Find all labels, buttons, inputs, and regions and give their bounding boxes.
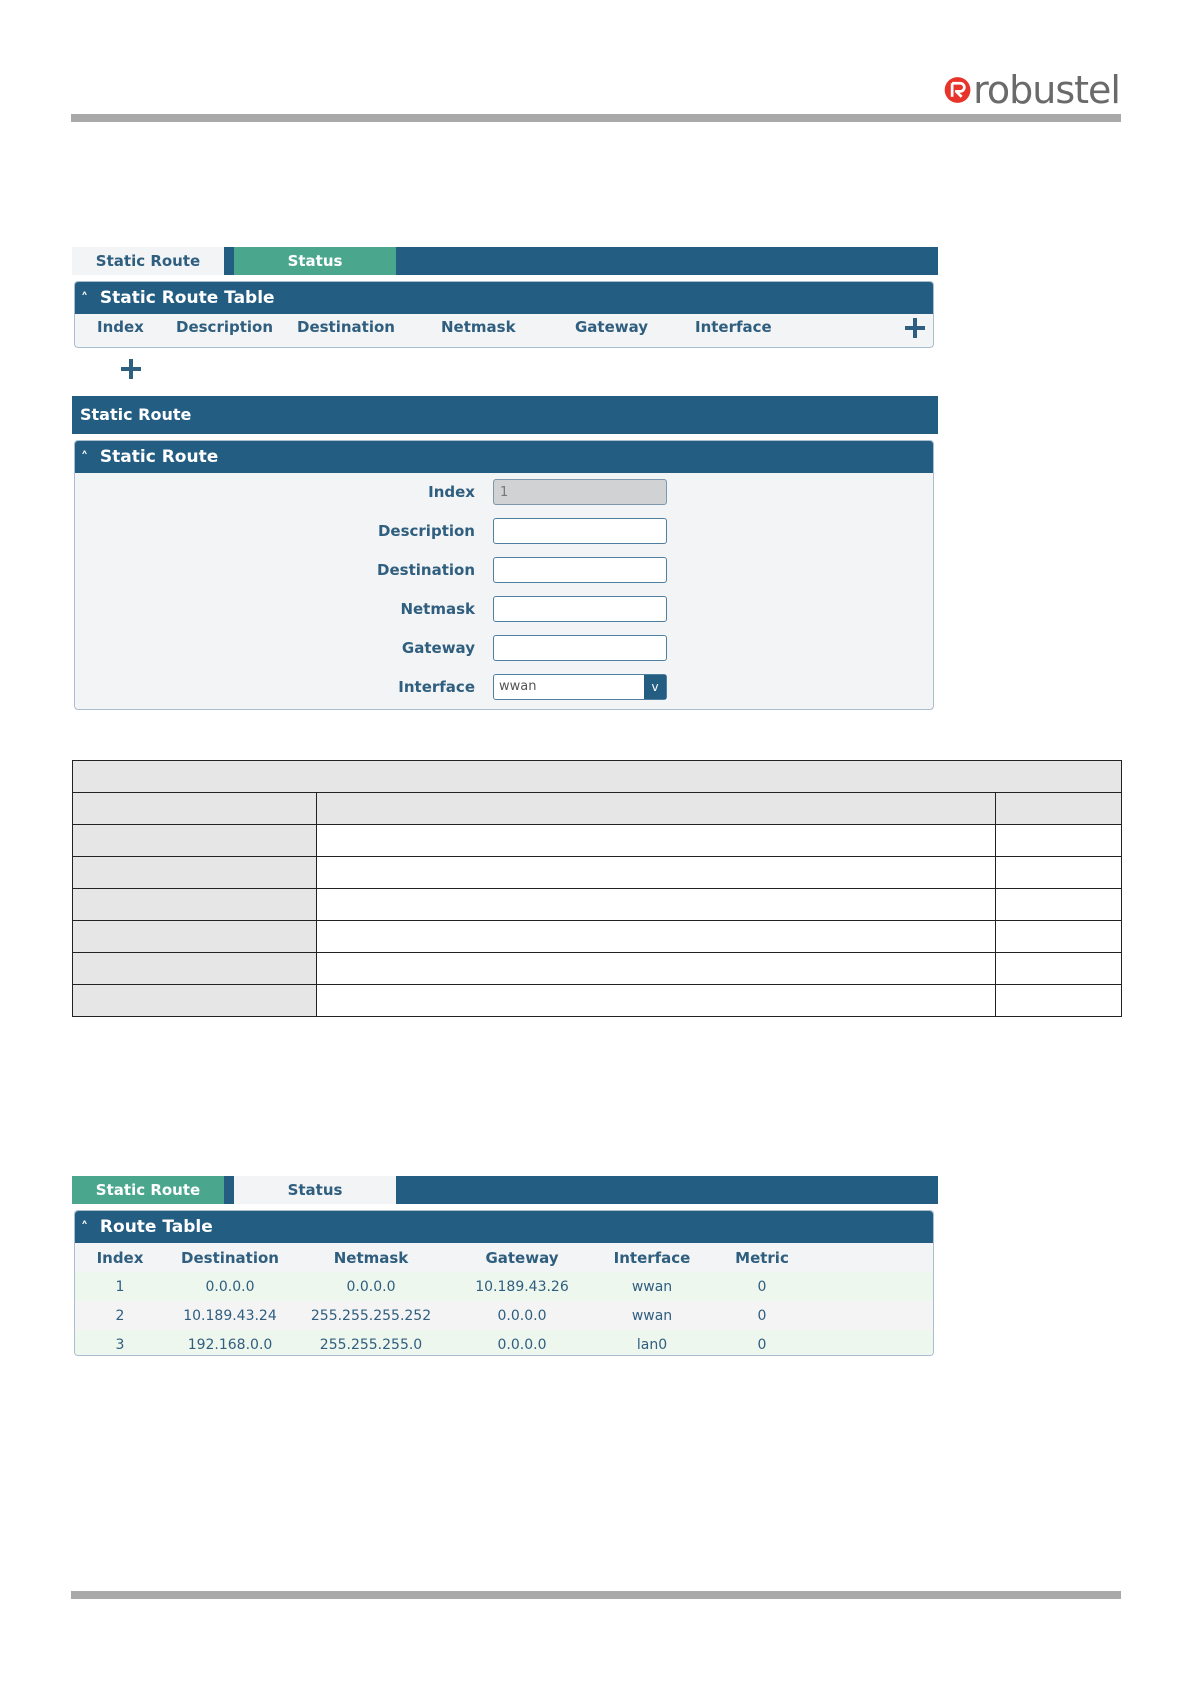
table-title-row [73, 761, 1122, 793]
route-table-panel [74, 1210, 934, 1356]
tab-static-route[interactable] [72, 247, 224, 275]
table-row [75, 1301, 933, 1330]
tab-bar-status-view [72, 1176, 938, 1204]
cell-index: 1 [75, 1272, 165, 1301]
add-route-icon[interactable] [905, 318, 925, 338]
form-row-description [75, 518, 933, 546]
cell-interface: lan0 [597, 1330, 707, 1356]
table-header-row [73, 793, 1122, 825]
table-row [73, 857, 1122, 889]
table-row [75, 1272, 933, 1301]
table-row [73, 953, 1122, 985]
column-header: Description [176, 318, 274, 336]
tab-status[interactable] [234, 1176, 396, 1204]
column-header: Gateway [485, 1248, 559, 1267]
column-header: Index [97, 318, 144, 336]
tab-label: Static Route [95, 1181, 201, 1199]
table-row [73, 825, 1122, 857]
panel-header[interactable] [75, 1211, 933, 1243]
table-header-row [75, 1243, 933, 1272]
index-input [493, 479, 667, 505]
cell-index: 2 [75, 1301, 165, 1330]
tab-label: Static Route [95, 252, 201, 270]
netmask-input[interactable] [493, 596, 667, 622]
panel-title: Static Route Table [99, 288, 275, 308]
panel-title: Route Table [99, 1217, 213, 1237]
column-header: Destination [181, 1248, 279, 1267]
column-header: Interface [695, 318, 772, 336]
table-header-row [75, 314, 933, 340]
cell-destination: 10.189.43.24 [165, 1301, 295, 1330]
interface-label: Interface [398, 678, 475, 696]
cell-metric: 0 [707, 1301, 817, 1330]
tab-label: Status [287, 1181, 343, 1199]
route-table [75, 1243, 933, 1356]
table-row [73, 985, 1122, 1017]
chevron-up-icon[interactable]: ˄ [81, 1220, 88, 1236]
index-label: Index [428, 483, 475, 501]
interface-value: wwan [499, 679, 537, 694]
column-header: Metric [735, 1248, 789, 1267]
footer-rule [71, 1591, 1121, 1599]
gateway-label: Gateway [401, 639, 475, 657]
destination-input[interactable] [493, 557, 667, 583]
netmask-label: Netmask [400, 600, 475, 618]
description-label: Description [377, 522, 475, 540]
cell-interface: wwan [597, 1301, 707, 1330]
robustel-logo-icon [944, 71, 971, 109]
cell-metric: 0 [707, 1330, 817, 1356]
table-row [73, 921, 1122, 953]
panel-header[interactable] [75, 282, 933, 314]
tab-label: Status [287, 252, 343, 270]
destination-label: Destination [377, 561, 475, 579]
tab-bar [72, 247, 938, 275]
form-row-index [75, 479, 933, 507]
gateway-input[interactable] [493, 635, 667, 661]
cell-gateway: 0.0.0.0 [447, 1330, 597, 1356]
chevron-down-icon[interactable]: v [644, 675, 666, 699]
form-row-gateway [75, 635, 933, 663]
column-header: Gateway [575, 318, 649, 336]
description-input[interactable] [493, 518, 667, 544]
static-route-table-panel [74, 281, 934, 348]
cell-metric: 0 [707, 1272, 817, 1301]
cell-netmask: 255.255.255.252 [295, 1301, 447, 1330]
add-route-button[interactable] [121, 359, 145, 383]
column-header: Netmask [333, 1248, 409, 1267]
parameter-table [72, 760, 1122, 1017]
column-header: Index [96, 1248, 144, 1267]
brand-logo [944, 66, 1120, 114]
cell-index: 3 [75, 1330, 165, 1356]
tab-status[interactable] [234, 247, 396, 275]
cell-gateway: 10.189.43.26 [447, 1272, 597, 1301]
form-row-interface [75, 674, 933, 702]
cell-destination: 0.0.0.0 [165, 1272, 295, 1301]
table-row [73, 889, 1122, 921]
column-header: Destination [297, 318, 395, 336]
panel-title: Static Route [99, 447, 219, 467]
interface-select[interactable] [493, 674, 667, 700]
cell-netmask: 255.255.255.0 [295, 1330, 447, 1356]
chevron-up-icon[interactable]: ˄ [81, 450, 88, 466]
panel-header[interactable] [75, 441, 933, 473]
section-title: Static Route [80, 405, 192, 424]
cell-netmask: 0.0.0.0 [295, 1272, 447, 1301]
brand-name: robustel [973, 68, 1120, 112]
column-header: Interface [613, 1248, 691, 1267]
form-row-destination [75, 557, 933, 585]
column-header: Netmask [441, 318, 516, 336]
section-title-bar [72, 396, 938, 434]
cell-gateway: 0.0.0.0 [447, 1301, 597, 1330]
header-rule [71, 114, 1121, 122]
cell-interface: wwan [597, 1272, 707, 1301]
tab-static-route[interactable] [72, 1176, 224, 1204]
chevron-up-icon[interactable]: ˄ [81, 291, 88, 307]
form-row-netmask [75, 596, 933, 624]
cell-destination: 192.168.0.0 [165, 1330, 295, 1356]
table-row [75, 1330, 933, 1356]
static-route-form-panel [74, 440, 934, 710]
